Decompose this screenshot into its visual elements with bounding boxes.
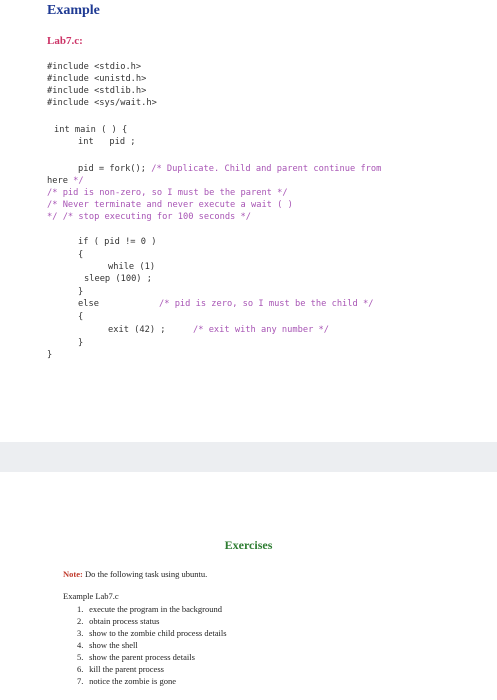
file-label: Lab7.c: <box>47 35 83 47</box>
task-item: 3. show to the zombie child process details <box>77 628 227 638</box>
code-line-pid-decl: int pid ; <box>78 137 136 147</box>
code-line-include-wait: #include <sys/wait.h> <box>47 98 157 108</box>
example-lab-heading: Example Lab7.c <box>63 591 119 601</box>
code-line-if: if ( pid != 0 ) <box>78 237 157 247</box>
code-line-child-comment: /* pid is zero, so I must be the child */ <box>159 299 374 309</box>
note-text: Do the following task using ubuntu. <box>82 569 208 579</box>
task-item: 1. execute the program in the background <box>77 604 223 614</box>
code-line-main: int main ( ) { <box>54 125 128 135</box>
code-fork-comment: /* Duplicate. Child and parent continue from <box>151 164 382 174</box>
code-line-include-stdlib: #include <stdlib.h> <box>47 86 147 96</box>
code-line-else: else <box>78 299 99 309</box>
code-line-include-stdio: #include <stdio.h> <box>47 62 142 72</box>
page-separator <box>0 442 497 472</box>
document-page-bottom <box>0 472 497 700</box>
task-item: 6. kill the parent process <box>77 664 164 674</box>
note-label: Note: <box>63 569 83 579</box>
exercises-title: Exercises <box>224 538 273 552</box>
code-line-stop-executing: */ /* stop executing for 100 seconds */ <box>47 212 251 222</box>
task-list <box>77 603 227 687</box>
code-line-fork <box>78 163 381 175</box>
task-item: 4. show the shell <box>77 640 138 650</box>
code-fork-stmt: pid = fork(); <box>78 164 152 174</box>
code-line-parent-comment: /* pid is non-zero, so I must be the parent */ <box>47 188 288 198</box>
code-line-close-brace: } <box>78 287 84 297</box>
note-line <box>63 569 207 579</box>
code-line-sleep: sleep (100) ; <box>84 274 152 284</box>
code-line-here: here */ <box>47 176 84 186</box>
task-item: 2. obtain process status <box>77 616 160 626</box>
task-item: 7. notice the zombie is gone <box>77 676 176 686</box>
code-line-never-terminate: /* Never terminate and never execute a wait ( ) <box>47 200 293 210</box>
code-line-exit-comment: /* exit with any number */ <box>193 325 329 335</box>
code-line-main-close: } <box>47 350 53 360</box>
example-heading: Example <box>47 3 100 18</box>
code-line-close-brace-2: } <box>78 338 84 348</box>
task-item: 5. show the parent process details <box>77 652 195 662</box>
code-line-include-unistd: #include <unistd.h> <box>47 74 147 84</box>
code-line-while: while (1) <box>108 262 156 272</box>
code-line-open-brace-2: { <box>78 312 84 322</box>
code-line-exit: exit (42) ; <box>108 325 166 335</box>
code-line-open-brace: { <box>78 250 84 260</box>
